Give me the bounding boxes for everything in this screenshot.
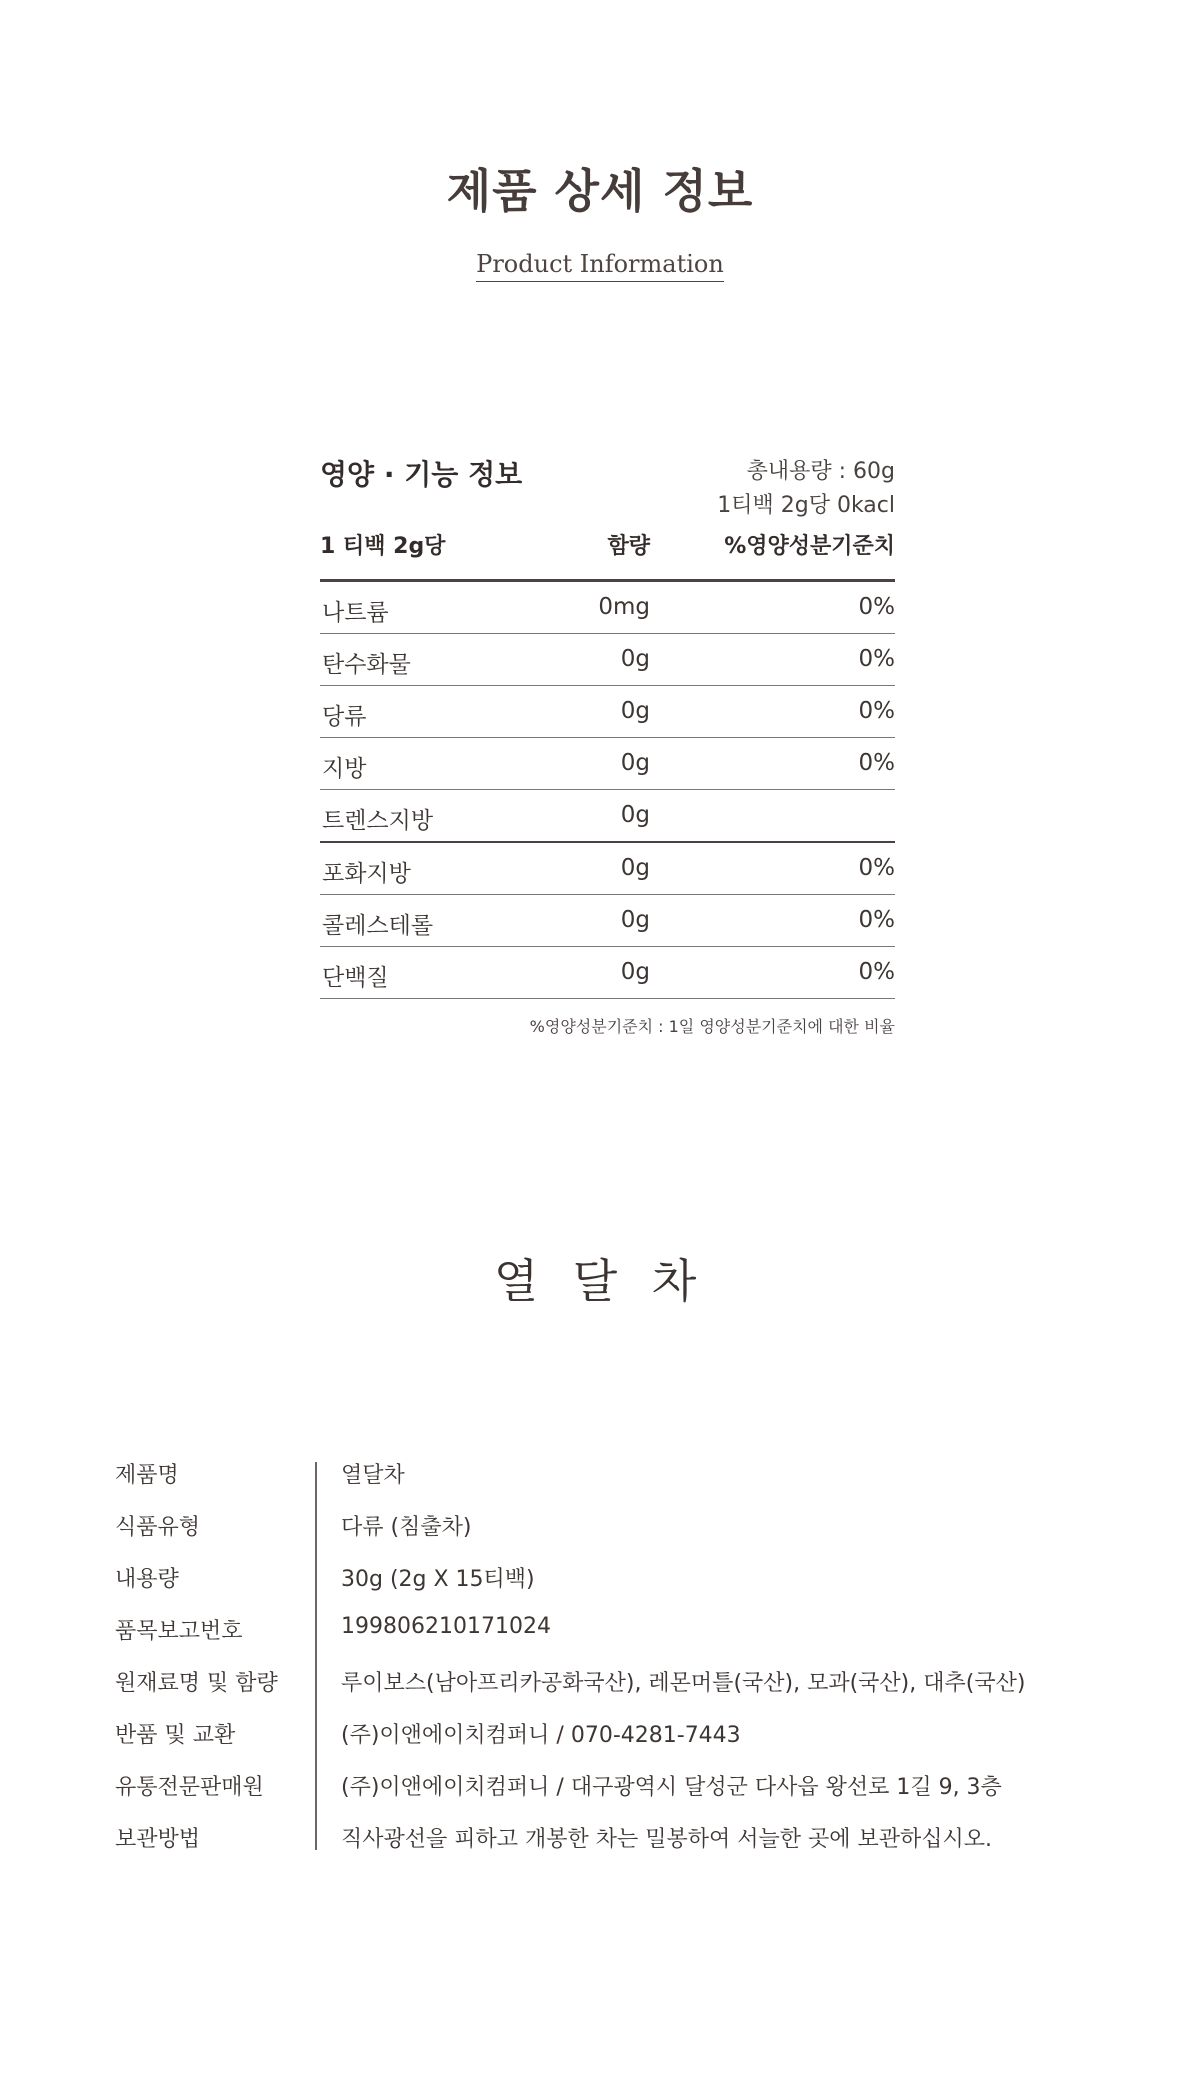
nutrient-percent: 0%: [858, 698, 895, 724]
column-header-percent: %영양성분기준치: [724, 534, 895, 559]
table-row: [320, 895, 895, 947]
nutrient-amount: 0g: [620, 646, 650, 672]
list-item: [115, 1606, 1115, 1658]
page-title: 제품 상세 정보: [446, 164, 754, 218]
column-header-serving: 1 티백 2g당: [320, 534, 446, 559]
per-serving: 1티백 2g당 0kacl: [717, 493, 895, 518]
nutrient-percent: 0%: [858, 959, 895, 985]
nutrition-column-headers: [320, 527, 895, 582]
page-subtitle-wrap: [0, 250, 1200, 278]
product-name-heading: 열 달 차: [493, 1254, 707, 1308]
table-row: [320, 738, 895, 790]
nutrient-name: 트렌스지방: [322, 808, 434, 834]
nutrient-amount: 0g: [620, 907, 650, 933]
table-row: [320, 790, 895, 843]
product-info-list: [115, 1450, 1115, 1866]
nutrient-amount: 0g: [620, 802, 650, 828]
info-label: 반품 및 교환: [115, 1723, 236, 1748]
info-label: 식품유형: [115, 1515, 201, 1540]
nutrient-name: 당류: [322, 704, 367, 730]
table-row: [320, 634, 895, 686]
list-item: [115, 1502, 1115, 1554]
info-label: 보관방법: [115, 1827, 201, 1852]
table-row: [320, 843, 895, 895]
nutrient-name: 지방: [322, 756, 367, 782]
nutrient-percent: 0%: [858, 907, 895, 933]
info-value: 199806210171024: [341, 1614, 551, 1639]
info-label: 원재료명 및 함량: [115, 1671, 278, 1696]
list-item: [115, 1658, 1115, 1710]
list-item: [115, 1710, 1115, 1762]
page-subtitle: Product Information: [476, 250, 724, 282]
info-label: 내용량: [115, 1567, 179, 1592]
nutrient-amount: 0g: [620, 750, 650, 776]
table-row: [320, 686, 895, 738]
list-item: [115, 1450, 1115, 1502]
nutrition-table: [320, 445, 895, 1037]
nutrient-name: 단백질: [322, 965, 389, 991]
nutrient-name: 콜레스테롤: [322, 913, 434, 939]
info-label: 제품명: [115, 1463, 179, 1488]
nutrition-title: 영양 · 기능 정보: [320, 458, 523, 491]
info-label: 품목보고번호: [115, 1619, 243, 1644]
nutrient-name: 탄수화물: [322, 652, 411, 678]
info-value: 루이보스(남아프리카공화국산), 레몬머틀(국산), 모과(국산), 대추(국산): [341, 1671, 1026, 1696]
info-value: 열달차: [341, 1463, 405, 1488]
info-value: 30g (2g X 15티백): [341, 1567, 535, 1592]
nutrient-percent: 0%: [858, 750, 895, 776]
nutrient-name: 나트륨: [322, 600, 389, 626]
list-item: [115, 1762, 1115, 1814]
info-label: 유통전문판매원: [115, 1775, 264, 1800]
nutrient-percent: 0%: [858, 855, 895, 881]
list-item: [115, 1554, 1115, 1606]
nutrition-meta: [717, 455, 895, 523]
nutrition-header: [320, 445, 895, 527]
info-value: (주)이앤에이치컴퍼니 / 대구광역시 달성군 다사읍 왕선로 1길 9, 3층: [341, 1775, 1002, 1800]
nutrient-amount: 0g: [620, 855, 650, 881]
table-row: [320, 582, 895, 634]
info-value: 직사광선을 피하고 개봉한 차는 밀봉하여 서늘한 곳에 보관하십시오.: [341, 1827, 993, 1852]
nutrient-name: 포화지방: [322, 861, 411, 887]
table-row: [320, 947, 895, 999]
nutrient-amount: 0g: [620, 959, 650, 985]
nutrient-amount: 0g: [620, 698, 650, 724]
nutrient-amount: 0mg: [598, 594, 650, 620]
nutrition-footnote: %영양성분기준치 : 1일 영양성분기준치에 대한 비율: [529, 1017, 895, 1036]
column-header-amount: 함량: [607, 534, 650, 559]
nutrient-percent: 0%: [858, 594, 895, 620]
info-value: (주)이앤에이치컴퍼니 / 070-4281-7443: [341, 1723, 741, 1748]
list-item: [115, 1814, 1115, 1866]
total-volume: 총내용량 : 60g: [746, 459, 895, 484]
info-value: 다류 (침출차): [341, 1515, 472, 1540]
nutrient-percent: 0%: [858, 646, 895, 672]
